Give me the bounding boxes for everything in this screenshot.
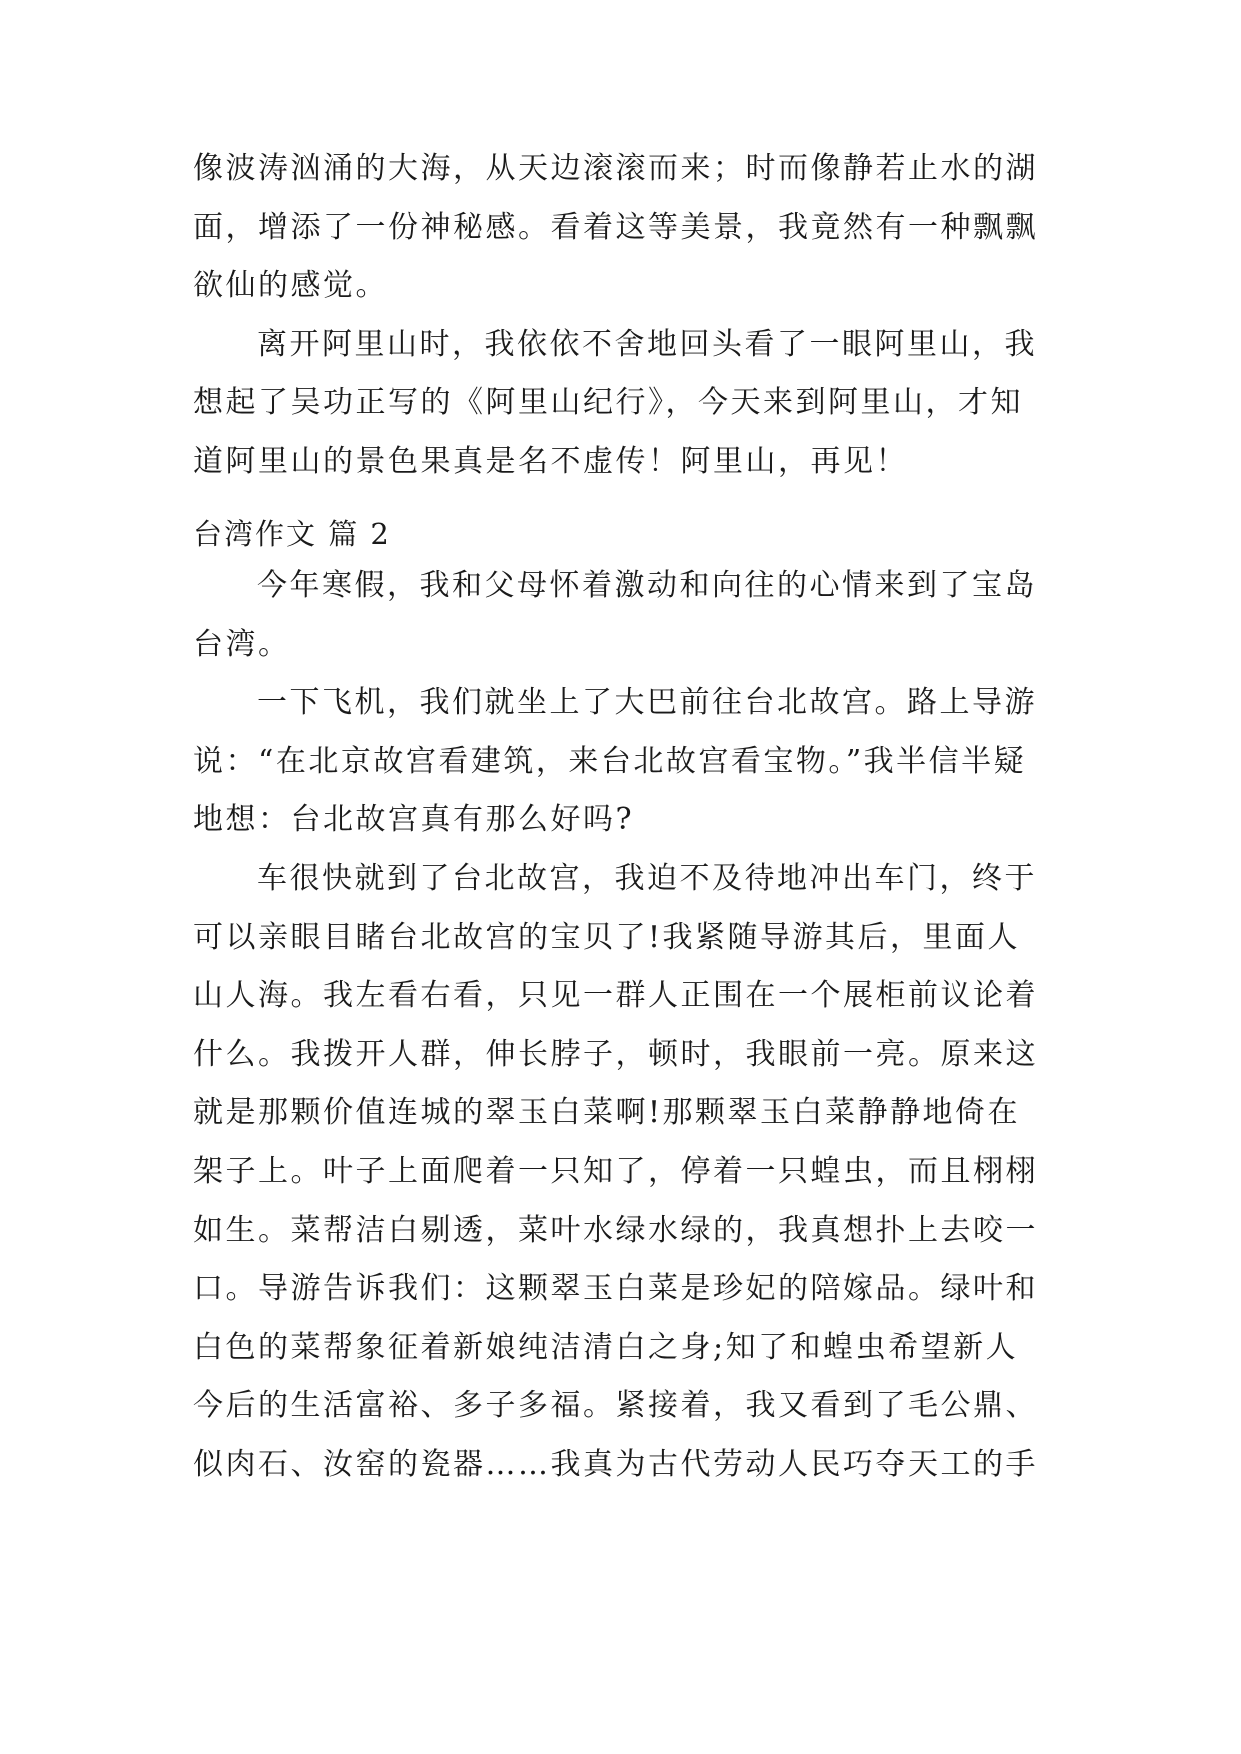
text-line: 今年寒假，我和父母怀着激动和向往的心情来到了宝岛 [257,568,1037,603]
text-line: 今后的生活富裕、多子多福。紧接着，我又看到了毛公鼎、 [193,1388,1038,1424]
text-line: 车很快就到了台北故宫，我迫不及待地冲出车门，终于 [257,860,1037,896]
text-line: 架子上。叶子上面爬着一只知了，停着一只蝗虫，而且栩栩 [193,1153,1038,1189]
text-line: 地想：台北故宫真有那么好吗? [193,802,635,838]
text-line: 一下飞机，我们就坐上了大巴前往台北故宫。路上导游 [257,685,1037,721]
text-line: 如生。菜帮洁白剔透，菜叶水绿水绿的，我真想扑上去咬一 [193,1212,1038,1248]
text-line: 离开阿里山时，我依依不舍地回头看了一眼阿里山，我 [257,326,1037,362]
text-line: 想起了吴功正写的《阿里山纪行》，今天来到阿里山，才知 [193,385,1023,421]
paragraph [193,674,1053,850]
paragraph [193,140,1053,316]
text-line: 欲仙的感觉。 [193,268,388,304]
essay-2-heading-block [193,505,1053,563]
text-line: 口。导游告诉我们：这颗翠玉白菜是珍妃的陪嫁品。绿叶和 [193,1271,1038,1307]
essay-2-heading: 台湾作文 篇 2 [193,517,391,551]
paragraph [193,557,1053,674]
text-line: 说：“在北京故宫看建筑，来台北故宫看宝物。”我半信半疑 [193,743,1027,779]
text-line: 面，增添了一份神秘感。看着这等美景，我竟然有一种飘飘 [193,209,1038,245]
text-line: 就是那颗价值连城的翠玉白菜啊!那颗翠玉白菜静静地倚在 [193,1095,1021,1131]
text-line: 可以亲眼目睹台北故宫的宝贝了!我紧随导游其后，里面人 [193,919,1021,955]
text-line: 台湾。 [193,626,291,662]
paragraph [193,850,1053,1495]
essay-1-text [193,140,1053,492]
text-line: 什么。我拨开人群，伸长脖子，顿时，我眼前一亮。原来这 [193,1036,1038,1072]
text-line: 白色的菜帮象征着新娘纯洁清白之身;知了和蝗虫希望新人 [193,1329,1019,1365]
text-line: 道阿里山的景色果真是名不虚传！阿里山，再见！ [193,443,908,479]
essay-2-text [193,557,1053,1495]
paragraph [193,316,1053,492]
text-line: 像波涛汹涌的大海，从天边滚滚而来；时而像静若止水的湖 [193,151,1038,186]
text-line: 山人海。我左看右看，只见一群人正围在一个展柜前议论着 [193,978,1038,1014]
text-line: 似肉石、汝窑的瓷器……我真为古代劳动人民巧夺天工的手 [193,1446,1038,1482]
